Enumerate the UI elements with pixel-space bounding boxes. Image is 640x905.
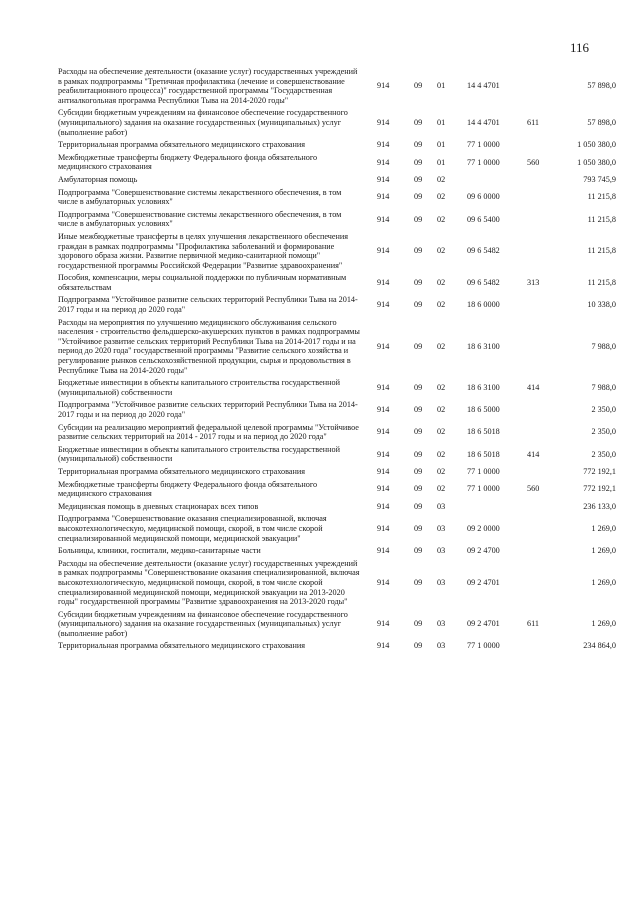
row-section-code: 09: [414, 484, 423, 494]
row-description: Амбулаторная помощь: [58, 174, 138, 184]
row-description: Бюджетные инвестиции в объекты капитального строительства государственной (муниципальной) собственности: [58, 444, 340, 464]
row-expense-type: [527, 209, 557, 231]
row-subsection-code: 02: [437, 300, 446, 310]
row-target-article: 18 6 5000: [467, 405, 500, 415]
row-section-code: 09: [414, 449, 423, 459]
row-subsection-code: 02: [437, 192, 446, 202]
row-grbs-code: 914: [377, 341, 390, 351]
row-expense-type: 611: [527, 619, 539, 629]
row-subsection-code: 03: [437, 546, 446, 556]
row-section-code: 09: [414, 300, 423, 310]
row-target-article: 18 6 3100: [467, 341, 500, 351]
row-target-article: 14 4 4701: [467, 117, 500, 127]
row-section-code: 09: [414, 174, 423, 184]
row-description: Подпрограмма "Совершенствование системы лекарственного обеспечения, в том числе в амбулаторных условиях": [58, 209, 342, 229]
row-subsection-code: 01: [437, 140, 446, 150]
table-row: [58, 294, 616, 316]
row-expense-type: [527, 466, 557, 479]
row-amount: 57 898,0: [587, 117, 616, 127]
row-expense-type: [527, 640, 557, 653]
row-target-article: 09 2 4701: [467, 577, 500, 587]
row-expense-type: 560: [527, 484, 540, 494]
row-description: Субсидии бюджетным учреждениям на финансовое обеспечение государственного (муниципального) задания на оказание государственных (муниципальных) услуг (выполнение работ): [58, 108, 348, 137]
table-row: [58, 272, 616, 294]
row-description: Больницы, клиники, госпитали, медико-санитарные части: [58, 546, 261, 556]
row-section-code: 09: [414, 466, 423, 476]
table-row: [58, 317, 616, 378]
row-description: Подпрограмма "Совершенствование системы лекарственного обеспечения, в том числе в амбулаторных условиях": [58, 187, 342, 207]
row-target-article: [467, 174, 527, 187]
row-expense-type: 611: [527, 117, 539, 127]
row-subsection-code: 02: [437, 405, 446, 415]
row-grbs-code: 914: [377, 484, 390, 494]
row-grbs-code: 914: [377, 140, 390, 150]
row-description: Территориальная программа обязательного медицинского страхования: [58, 466, 306, 476]
row-amount: 2 350,0: [591, 405, 616, 415]
row-section-code: 09: [414, 577, 423, 587]
row-section-code: 09: [414, 192, 423, 202]
row-expense-type: 560: [527, 157, 540, 167]
row-section-code: 09: [414, 641, 423, 651]
row-grbs-code: 914: [377, 577, 390, 587]
row-target-article: 18 6 5018: [467, 449, 500, 459]
row-amount: 772 192,1: [583, 466, 616, 476]
row-target-article: 14 4 4701: [467, 81, 500, 91]
row-target-article: 09 6 5482: [467, 278, 500, 288]
row-target-article: 09 2 0000: [467, 523, 500, 533]
row-expense-type: [527, 558, 557, 609]
row-target-article: 09 2 4700: [467, 546, 500, 556]
table-row: [58, 174, 616, 187]
row-grbs-code: 914: [377, 300, 390, 310]
row-grbs-code: 914: [377, 466, 390, 476]
row-target-article: 18 6 3100: [467, 383, 500, 393]
row-section-code: 09: [414, 341, 423, 351]
table-row: [58, 66, 616, 107]
row-target-article: 18 6 0000: [467, 300, 500, 310]
row-grbs-code: 914: [377, 81, 390, 91]
row-amount: 1 269,0: [591, 546, 616, 556]
row-expense-type: [527, 187, 557, 209]
table-row: [58, 640, 616, 653]
row-grbs-code: 914: [377, 214, 390, 224]
row-target-article: 77 1 0000: [467, 157, 500, 167]
row-expense-type: [527, 513, 557, 545]
row-amount: 1 269,0: [591, 619, 616, 629]
row-target-article: 09 2 4701: [467, 619, 500, 629]
row-expense-type: [527, 66, 557, 107]
row-amount: 793 745,9: [583, 174, 616, 184]
row-description: Расходы на обеспечение деятельности (оказание услуг) государственных учреждений в рамках подпрограммы "Третичная профилактика (лечение и совершенствование реабилитационного процесса)" государственной программы "Государственная антиалкогольная программа Республики Тыва на 2014-2020 годы": [58, 67, 358, 105]
row-expense-type: [527, 174, 557, 187]
row-section-code: 09: [414, 546, 423, 556]
row-subsection-code: 01: [437, 117, 446, 127]
row-subsection-code: 02: [437, 174, 446, 184]
row-section-code: 09: [414, 619, 423, 629]
row-expense-type: [527, 231, 557, 272]
row-subsection-code: 02: [437, 466, 446, 476]
row-target-article: 09 6 5400: [467, 214, 500, 224]
table-row: [58, 609, 616, 641]
row-amount: 7 988,0: [591, 383, 616, 393]
row-grbs-code: 914: [377, 523, 390, 533]
row-description: Иные межбюджетные трансферты в целях улучшения лекарственного обеспечения граждан в рамках подпрограммы "Профилактика заболеваний и формирование здорового образа жизни. Развитие первичной медико-санитарной помощи" государственной программы Российской Федерации "Развитие здравоохранения": [58, 231, 349, 270]
row-grbs-code: 914: [377, 449, 390, 459]
row-subsection-code: 02: [437, 214, 446, 224]
row-grbs-code: 914: [377, 501, 390, 511]
row-grbs-code: 914: [377, 405, 390, 415]
row-section-code: 09: [414, 117, 423, 127]
row-amount: 7 988,0: [591, 341, 616, 351]
table-row: [58, 231, 616, 272]
row-expense-type: [527, 545, 557, 558]
row-subsection-code: 03: [437, 577, 446, 587]
row-target-article: 77 1 0000: [467, 140, 500, 150]
table-body: [58, 66, 616, 653]
row-section-code: 09: [414, 140, 423, 150]
row-description: Субсидии на реализацию мероприятий федеральной целевой программы "Устойчивое развитие сельских территорий на 2014 - 2017 годы и на период до 2020 года": [58, 422, 359, 442]
row-grbs-code: 914: [377, 383, 390, 393]
row-subsection-code: 02: [437, 449, 446, 459]
row-section-code: 09: [414, 383, 423, 393]
table-row: [58, 501, 616, 514]
table-row: [58, 444, 616, 466]
row-amount: 1 269,0: [591, 577, 616, 587]
table-row: [58, 558, 616, 609]
table-row: [58, 187, 616, 209]
row-amount: 1 050 380,0: [577, 140, 616, 150]
row-subsection-code: 02: [437, 246, 446, 256]
table-row: [58, 545, 616, 558]
row-description: Пособия, компенсации, меры социальной поддержки по публичным нормативным обязательствам: [58, 273, 347, 292]
row-grbs-code: 914: [377, 641, 390, 651]
table-row: [58, 377, 616, 399]
row-expense-type: [527, 317, 557, 378]
table-row: [58, 513, 616, 545]
row-amount: 11 215,8: [587, 278, 616, 288]
row-description: Подпрограмма "Устойчивое развитие сельских территорий Республики Тыва на 2014-2017 годы и на период до 2020 года": [58, 400, 358, 419]
row-description: Субсидии бюджетным учреждениям на финансовое обеспечение государственного (муниципального) задания на оказание государственных (муниципальных) услуг (выполнение работ): [58, 609, 348, 638]
row-amount: 11 215,8: [587, 192, 616, 202]
row-description: Медицинская помощь в дневных стационарах всех типов: [58, 501, 259, 511]
row-subsection-code: 02: [437, 383, 446, 393]
row-amount: 2 350,0: [591, 449, 616, 459]
row-section-code: 09: [414, 214, 423, 224]
row-section-code: 09: [414, 246, 423, 256]
table-row: [58, 399, 616, 421]
row-description: Территориальная программа обязательного медицинского страхования: [58, 140, 306, 150]
row-expense-type: [527, 501, 557, 514]
row-grbs-code: 914: [377, 174, 390, 184]
row-section-code: 09: [414, 157, 423, 167]
row-description: Расходы на обеспечение деятельности (оказание услуг) государственных учреждений в рамках подпрограммы "Совершенствование оказания специализированной, включая высокотехнологическую, медицинской помощи, скорой, в том числе скорой специализированной медицинской помощи, медицинской эвакуации на 2013-2020 годы" государственной программы "Развитие здравоохранения на 2013-2020 годы": [58, 558, 360, 607]
row-description: Территориальная программа обязательного медицинского страхования: [58, 641, 306, 651]
row-subsection-code: 02: [437, 341, 446, 351]
row-amount: 1 050 380,0: [577, 157, 616, 167]
row-target-article: 77 1 0000: [467, 484, 500, 494]
table-row: [58, 139, 616, 152]
row-subsection-code: 02: [437, 278, 446, 288]
row-expense-type: [527, 399, 557, 421]
row-expense-type: 414: [527, 449, 540, 459]
row-description: Подпрограмма "Устойчивое развитие сельских территорий Республики Тыва на 2014-2017 годы и на период до 2020 года": [58, 295, 358, 315]
row-subsection-code: 02: [437, 427, 446, 437]
row-amount: 10 338,0: [587, 300, 616, 310]
row-amount: 772 192,1: [583, 484, 616, 494]
row-amount: 236 133,0: [583, 501, 616, 511]
row-expense-type: 313: [527, 278, 540, 288]
row-target-article: 77 1 0000: [467, 641, 500, 651]
row-target-article: [467, 501, 527, 514]
row-section-code: 09: [414, 81, 423, 91]
row-target-article: 18 6 5018: [467, 427, 500, 437]
table-row: [58, 479, 616, 501]
row-grbs-code: 914: [377, 157, 390, 167]
row-section-code: 09: [414, 427, 423, 437]
row-expense-type: [527, 139, 557, 152]
row-amount: 11 215,8: [587, 214, 616, 224]
row-description: Бюджетные инвестиции в объекты капитального строительства государственной (муниципальной) собственности: [58, 378, 340, 397]
row-grbs-code: 914: [377, 278, 390, 288]
table-row: [58, 152, 616, 174]
row-description: Межбюджетные трансферты бюджету Федерального фонда обязательного медицинского страхования: [58, 152, 318, 172]
row-description: Подпрограмма "Совершенствование оказания специализированной, включая высокотехнологическую, медицинской помощи, скорой, в том числе скорой специализированной медицинской помощи, медицинской эвакуации": [58, 514, 327, 543]
row-amount: 234 864,0: [583, 641, 616, 651]
row-subsection-code: 02: [437, 484, 446, 494]
budget-allocation-table: [58, 66, 616, 653]
row-expense-type: [527, 422, 557, 444]
table-row: [58, 107, 616, 139]
row-subsection-code: 01: [437, 81, 446, 91]
row-target-article: 09 6 0000: [467, 192, 500, 202]
row-subsection-code: 03: [437, 641, 446, 651]
row-expense-type: [527, 294, 557, 316]
table-row: [58, 422, 616, 444]
row-section-code: 09: [414, 278, 423, 288]
row-subsection-code: 03: [437, 619, 446, 629]
row-grbs-code: 914: [377, 117, 390, 127]
row-subsection-code: 01: [437, 157, 446, 167]
row-amount: 11 215,8: [587, 246, 616, 256]
row-target-article: 09 6 5482: [467, 246, 500, 256]
row-grbs-code: 914: [377, 192, 390, 202]
row-amount: 57 898,0: [587, 81, 616, 91]
row-section-code: 09: [414, 523, 423, 533]
row-description: Межбюджетные трансферты бюджету Федерального фонда обязательного медицинского страхования: [58, 479, 318, 499]
table-row: [58, 209, 616, 231]
row-subsection-code: 03: [437, 523, 446, 533]
row-amount: 1 269,0: [591, 523, 616, 533]
row-description: Расходы на мероприятия по улучшению медицинского обслуживания сельского населения - строительство фельдшерско-акушерских пунктов в рамках подпрограммы "Устойчивое развитие сельских территорий Республики Тыва на 2014-2017 годы и на период до 2020 года" государственной программы "Развитие сельского хозяйства и регулирование рынков сельскохозяйственной продукции, сырья и продовольствия в Республике Тыва на 2014-2020 годы": [58, 317, 360, 375]
row-target-article: 77 1 0000: [467, 466, 500, 476]
row-grbs-code: 914: [377, 246, 390, 256]
row-grbs-code: 914: [377, 619, 390, 629]
page-number: 116: [570, 40, 590, 55]
row-expense-type: 414: [527, 383, 540, 393]
row-section-code: 09: [414, 501, 423, 511]
row-grbs-code: 914: [377, 546, 390, 556]
row-subsection-code: 03: [437, 501, 446, 511]
row-grbs-code: 914: [377, 427, 390, 437]
row-section-code: 09: [414, 405, 423, 415]
table-row: [58, 466, 616, 479]
row-amount: 2 350,0: [591, 427, 616, 437]
